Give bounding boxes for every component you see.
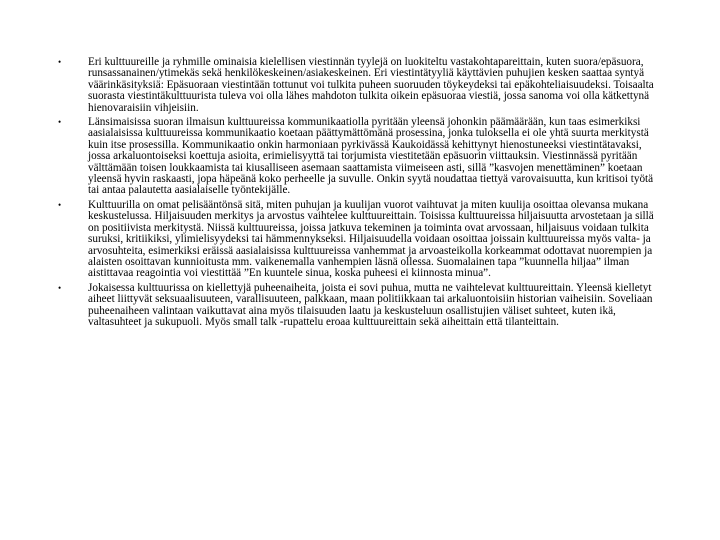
bullet-item-3 [58,200,663,280]
bullet-text: Jokaisessa kulttuurissa on kiellettyjä puheenaiheita, joista ei sovi puhua, mutta ne vaihtelevat kulttuureittain. Yleensä kielletyt aiheet liittyvät seksuaalisuuteen, varallisuuteen, palkkaan, maan politiikkaan tai arkaluontoisiin historian vaiheisiin. Soveliaan puheenaiheen valintaan vaikuttavat aina myös tilaisuuden laatu ja keskusteluun osallistujien väliset suhteet, kuten ikä, valtasuhteet ja sukupuoli. Myös small talk -rupattelu eroaa kulttuureittain sekä aiheittain että tilanteittain. [88,281,653,328]
bullet-list [58,57,663,331]
bullet-marker-icon: • [58,57,62,67]
bullet-item-4 [58,283,663,329]
bullet-text: Kulttuurilla on omat pelisääntönsä sitä, miten puhujan ja kuulijan vuorot vaihtuvat ja miten kuulija osoittaa olevansa mukana keskustelussa. Hiljaisuuden merkitys ja arvostus vaihtelee kulttuureittain. Toisissa kulttuureissa hiljaisuutta arvostetaan ja sillä on positiivista merkitystä. Niissä kulttuureissa, joissa jatkuva tekeminen ja toiminta ovat arvossaan, hiljaisuus voidaan tulkita suruksi, kritiikiksi, ylimielisyydeksi tai hämmennykseksi. Hiljaisuudella voidaan osoittaa joissain kulttuureissa myös valta- ja arvosuhteita, esimerkiksi eräissä aasialaisissa kulttuureissa vanhemmat ja arvoasteikolla korkeammat odottavat nuorempien ja alaisten osoittavan kunnioitusta mm. vaikenemalla vanhempien läsnä ollessa. Suomalainen tapa ”kuunnella hiljaa” ilman aistittavaa reagointia voi viestittää ”En kuuntele sinua, koska puheesi ei kiinnosta minua”. [88,198,654,280]
bullet-text: Länsimaisissa suoran ilmaisun kulttuureissa kommunikaatiolla pyritään yleensä johonkin päämäärään, kun taas esimerkiksi aasialaisissa kulttuureissa kommunikaatio koetaan päättymättömänä prosessina, jonka tuloksella ei ole yhtä suurta merkitystä kuin itse prosessilla. Kommunikaatio onkin harmoniaan pyrkivässä Kaukoidässä kehittynyt hienostuneeksi viestintätavaksi, jossa arkaluontoiseksi koettuja asioita, erimielisyyttä tai torjumista viestitetään epäsuorin viittauksin. Viestinnässä pyritään välttämään toisen loukkaamista tai kiusalliseen asemaan saattamista viimeiseen asti, sillä ”kasvojen menettäminen” koetaan yleensä hyvin raskaasti, jopa häpeänä koko perheelle ja suvulle. Onkin syytä noudattaa tiettyä varovaisuutta, kun kritisoi työtä tai antaa palautetta aasialaiselle työntekijälle. [88,116,654,197]
bullet-item-2 [58,117,663,197]
bullet-item-1 [58,57,663,114]
bullet-marker-icon: • [58,117,62,128]
bullet-marker-icon: • [58,282,62,293]
bullet-text: Eri kulttuureille ja ryhmille ominaisia kielellisen viestinnän tyylejä on luokiteltu vastakohtapareittain, kuten suora/epäsuora, runsassanainen/ytimekäs sekä henkilökeskeinen/asiakeskeinen. Eri viestintätyyliä käyttävien puhujien kesken saattaa syntyä väärinkäsityksiä: Epäsuoraan viestintään tottunut voi tulkita puheen suoruuden töykeydeksi tai epäkohteliaisuudeksi. Toisaalta suorasta viestintäkulttuurista tuleva voi olla lähes mahdoton tulkita oikein epäsuoraa viestiä, jossa sanoma voi olla kätkettynä hienovaraisiin vihjeisiin. [88,56,654,114]
bullet-marker-icon: • [58,199,62,210]
